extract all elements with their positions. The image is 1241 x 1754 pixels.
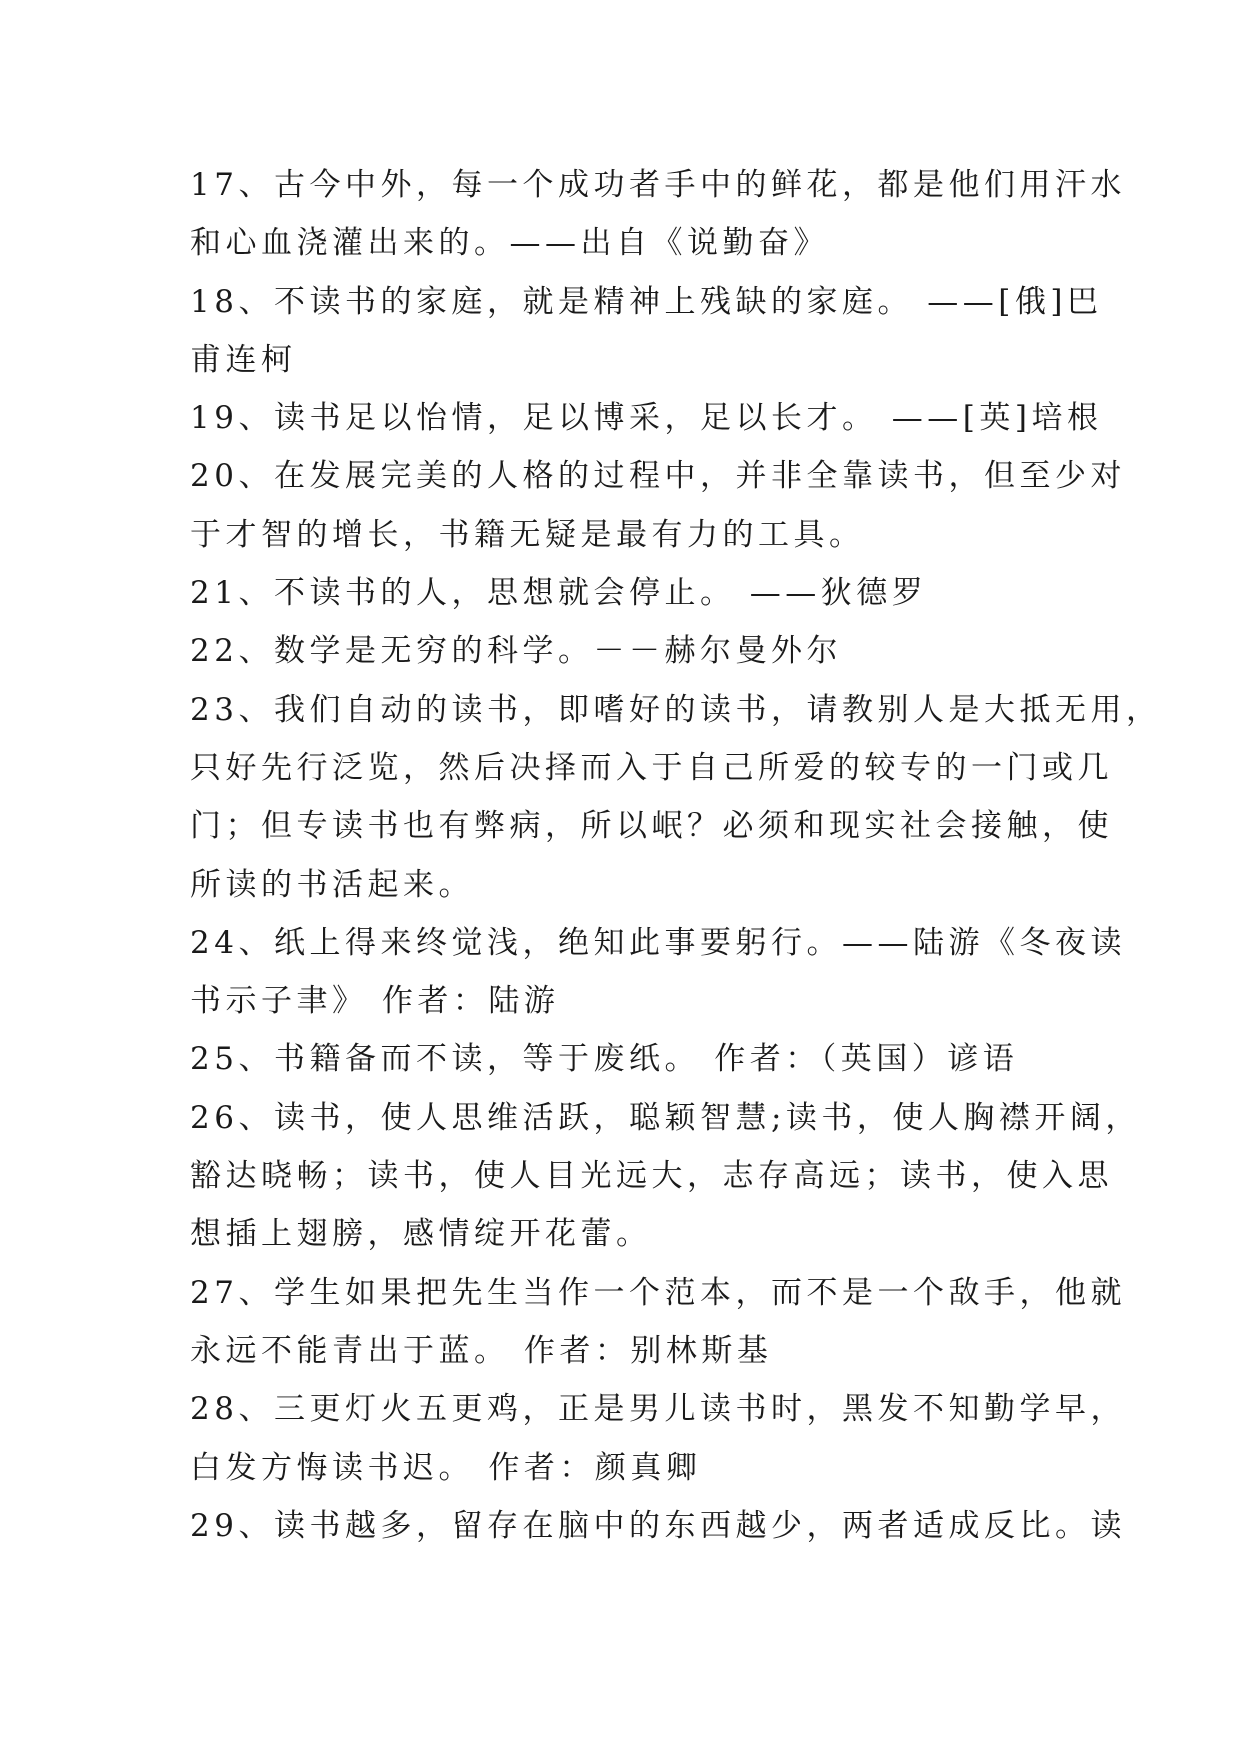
text-line: 27、学生如果把先生当作一个范本，而不是一个敌手，他就 bbox=[190, 1274, 1126, 1311]
text-line: 想插上翅膀，感情绽开花蕾。 bbox=[190, 1216, 652, 1253]
text-line: 21、不读书的人，思想就会停止。 ——狄德罗 bbox=[190, 575, 928, 612]
text-line: 22、数学是无穷的科学。－－赫尔曼外尔 bbox=[190, 633, 842, 670]
text-line: 25、书籍备而不读，等于废纸。 作者：（英国）谚语 bbox=[190, 1041, 1019, 1078]
text-line: 门；但专读书也有弊病，所以岷？必须和现实社会接触，使 bbox=[190, 808, 1113, 845]
text-line: 和心血浇灌出来的。——出自《说勤奋》 bbox=[190, 225, 829, 262]
text-line: 豁达晓畅；读书，使人目光远大，志存高远；读书，使入思 bbox=[190, 1158, 1113, 1195]
text-line: 26、读书，使人思维活跃，聪颖智慧;读书，使人胸襟开阔， bbox=[190, 1099, 1141, 1136]
text-line: 永远不能青出于蓝。 作者：别林斯基 bbox=[190, 1332, 773, 1369]
text-line: 28、三更灯火五更鸡，正是男儿读书时，黑发不知勤学早， bbox=[190, 1391, 1126, 1428]
text-line: 18、不读书的家庭，就是精神上残缺的家庭。 ——[俄]巴 bbox=[190, 283, 1103, 320]
text-line: 书示子聿》 作者：陆游 bbox=[190, 983, 560, 1020]
text-line: 29、读书越多，留存在脑中的东西越少，两者适成反比。读 bbox=[190, 1507, 1126, 1544]
text-line: 19、读书足以怡情，足以博采，足以长才。 ——[英]培根 bbox=[190, 400, 1103, 437]
text-line: 所读的书活起来。 bbox=[190, 866, 474, 903]
text-line: 17、古今中外，每一个成功者手中的鲜花，都是他们用汗水 bbox=[190, 167, 1126, 203]
text-line: 甫连柯 bbox=[190, 341, 297, 378]
text-line: 白发方悔读书迟。 作者：颜真卿 bbox=[190, 1449, 702, 1486]
text-line: 于才智的增长，书籍无疑是最有力的工具。 bbox=[190, 516, 865, 553]
text-line: 20、在发展完美的人格的过程中，并非全靠读书，但至少对 bbox=[190, 458, 1126, 495]
text-line: 24、纸上得来终觉浅，绝知此事要躬行。——陆游《冬夜读 bbox=[190, 924, 1126, 961]
text-line: 23、我们自动的读书，即嗜好的读书，请教别人是大抵无用， bbox=[190, 691, 1162, 728]
document-body bbox=[190, 156, 1162, 1555]
text-line: 只好先行泛览，然后决择而入于自己所爱的较专的一门或几 bbox=[190, 749, 1113, 786]
